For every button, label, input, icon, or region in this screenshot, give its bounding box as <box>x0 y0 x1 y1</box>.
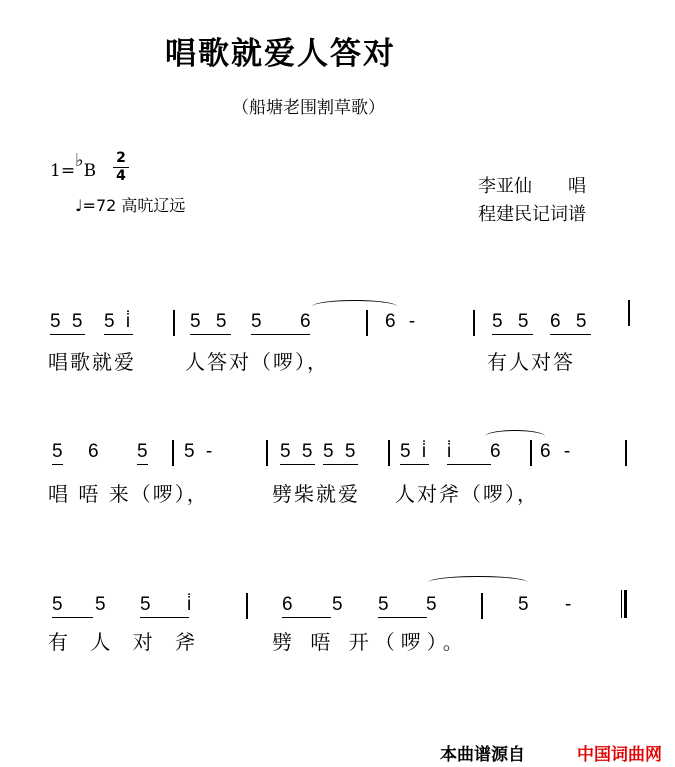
note: 5 <box>52 441 63 465</box>
barline <box>388 440 390 466</box>
tempo-text: =72 高吭辽远 <box>82 196 186 215</box>
note-group: 5 5 <box>492 311 533 335</box>
barline <box>628 300 630 326</box>
note: 5 <box>251 311 310 335</box>
note: 5 <box>518 594 529 615</box>
lyric: 有 人 对 斧 <box>48 630 204 654</box>
barline <box>173 310 175 336</box>
note: 5 <box>52 594 93 618</box>
time-top: 2 <box>116 150 126 166</box>
lyric: 有人对答 <box>487 350 575 374</box>
barline <box>530 440 532 466</box>
time-signature <box>113 150 129 185</box>
song-subtitle: （船塘老围割草歌） <box>232 98 385 118</box>
source-site-link[interactable]: 中国词曲网 <box>577 745 662 765</box>
lyric: 人对斧（啰）， <box>395 482 539 506</box>
key-signature <box>50 150 97 181</box>
song-title: 唱歌就爱人答对 <box>165 36 396 72</box>
key-note: B <box>83 161 97 181</box>
note-group: 5 5 <box>50 311 85 335</box>
recorder-credit: 程建民记词谱 <box>478 204 586 225</box>
note-group: 6 - <box>385 311 420 332</box>
note: 6 <box>282 594 331 618</box>
note-group: 5 5 <box>190 311 231 335</box>
note: i̇ <box>187 594 192 615</box>
note: 6 <box>490 441 501 462</box>
barline <box>366 310 368 336</box>
lyric: 唱 唔 来（啰）， <box>48 482 209 506</box>
lyric: 人答对（啰）， <box>185 350 329 374</box>
note: 5 <box>137 441 148 465</box>
note: 5 <box>140 594 189 618</box>
note-group: 5 5 <box>323 441 358 465</box>
note-group: 5 - <box>184 441 216 462</box>
lyric: 唱歌就爱 <box>48 350 136 374</box>
note: 5 <box>332 594 343 615</box>
barline <box>625 440 627 466</box>
lyric: 劈柴就爱 <box>272 482 360 506</box>
slur <box>428 576 528 589</box>
note-group: 6 - <box>540 441 575 462</box>
final-barline-thick <box>624 590 627 618</box>
note-group: 5 i̇ <box>400 441 429 465</box>
note: 5 <box>426 594 437 615</box>
note: 6 <box>300 311 311 332</box>
key-do: 1 <box>50 161 61 181</box>
note: 5 <box>378 594 427 618</box>
barline <box>473 310 475 336</box>
source-label: 本曲谱源自 <box>440 745 525 765</box>
quarter-note-icon: ♩ <box>75 196 83 215</box>
note-group: 5 5 <box>280 441 315 465</box>
key-equals: = <box>60 161 76 181</box>
note-group: 6 5 <box>550 311 591 335</box>
note: 6 <box>88 441 99 462</box>
barline <box>266 440 268 466</box>
note: 5 <box>95 594 106 615</box>
barline <box>481 593 483 619</box>
barline <box>246 593 248 619</box>
note-group: 5 i̇ <box>104 311 133 335</box>
note: i̇ <box>447 441 491 465</box>
singer-credit: 李亚仙 唱 <box>478 176 586 197</box>
tempo-marking <box>75 193 185 216</box>
final-barline-thin <box>621 590 622 618</box>
lyric: 劈 唔 开（啰）。 <box>272 630 469 654</box>
slur <box>485 430 545 443</box>
flat-icon: ♭ <box>75 150 84 171</box>
time-bottom: 4 <box>113 167 129 185</box>
note: - <box>565 594 572 615</box>
barline <box>172 440 174 466</box>
